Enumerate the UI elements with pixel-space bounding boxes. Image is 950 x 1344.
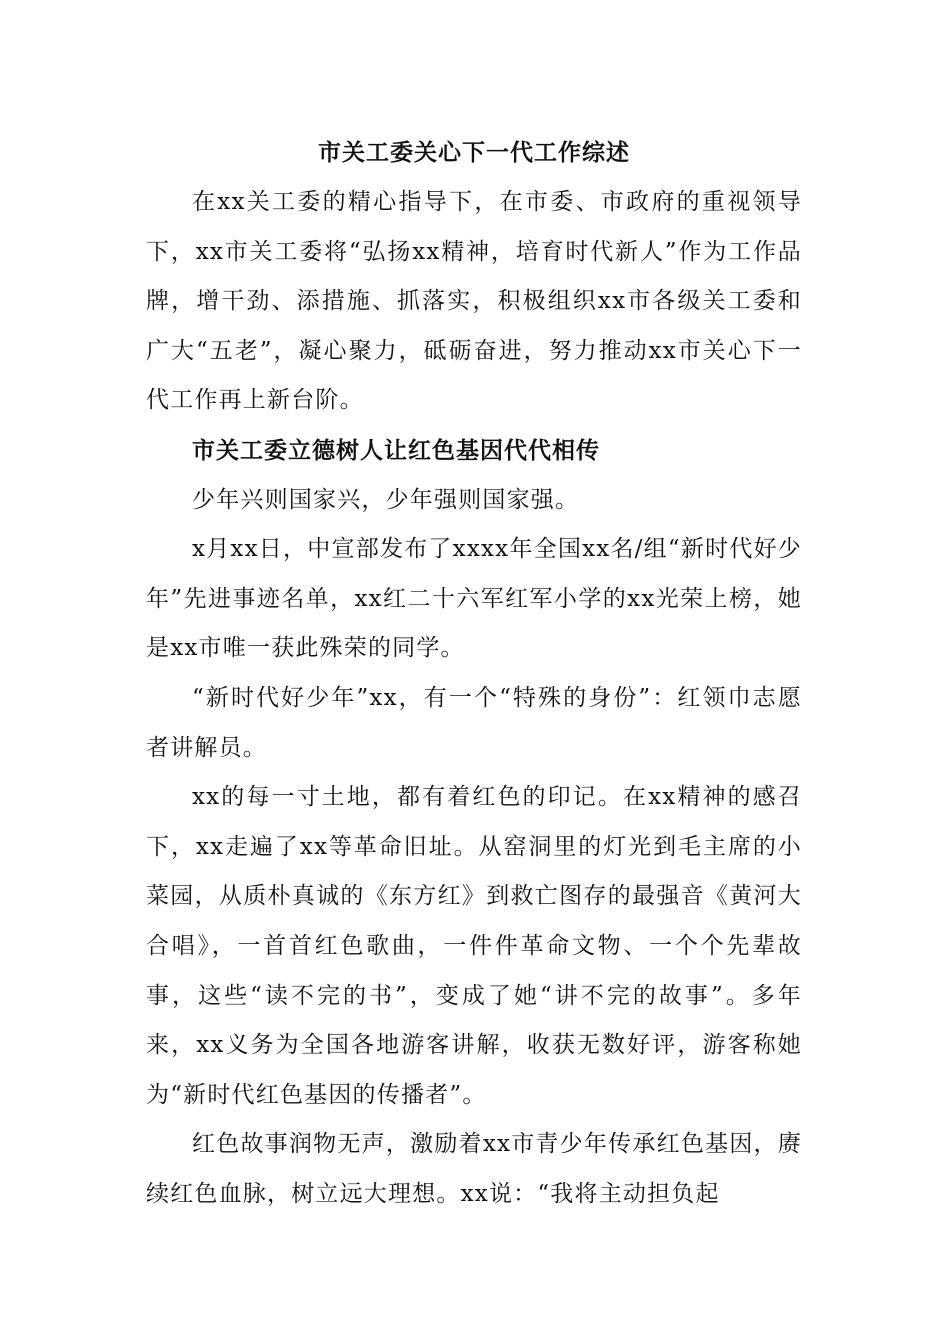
section-heading: 市关工委立德树人让红色基因代代相传 — [192, 436, 600, 464]
paragraph-identity: “新时代好少年”xx，有一个“特殊的身份”：红领巾志愿者讲解员。 — [146, 684, 802, 761]
paragraph-slogan: 少年兴则国家兴，少年强则国家强。 — [192, 486, 580, 513]
intro-paragraph: 在xx关工委的精心指导下，在市委、市政府的重视领导下，xx市关工委将“弘扬xx精神，培育时代新人”作为工作品牌，增干劲、添措施、抓落实，积极组织xx市各级关工委和广大“五老”，凝心聚力，砥砺奋进，努力推动xx市关心下一代工作再上新台阶。 — [146, 189, 802, 414]
document-title: 市关工委关心下一代工作综述 — [318, 139, 630, 166]
paragraph-announcement: x月xx日，中宣部发布了xxxx年全国xx名/组“新时代好少年”先进事迹名单，xx红二十六军红军小学的xx光荣上榜，她是xx市唯一获此殊荣的同学。 — [146, 536, 802, 662]
paragraph-inspiration: 红色故事润物无声，激励着xx市青少年传承红色基因，赓续红色血脉，树立远大理想。xx说：“我将主动担负起 — [146, 1131, 802, 1207]
document-body — [146, 128, 802, 1219]
paragraph-red-heritage: xx的每一寸土地，都有着红色的印记。在xx精神的感召下，xx走遍了xx等革命旧址。从窑洞里的灯光到毛主席的小菜园，从质朴真诚的《东方红》到救亡图存的最强音《黄河大合唱》，一首首红色歌曲，一件件革命文物、一个个先辈故事，这些“读不完的书”，变成了她“讲不完的故事”。多年来，xx义务为全国各地游客讲解，收获无数好评，游客称她为“新时代红色基因的传播者”。 — [146, 784, 802, 1108]
